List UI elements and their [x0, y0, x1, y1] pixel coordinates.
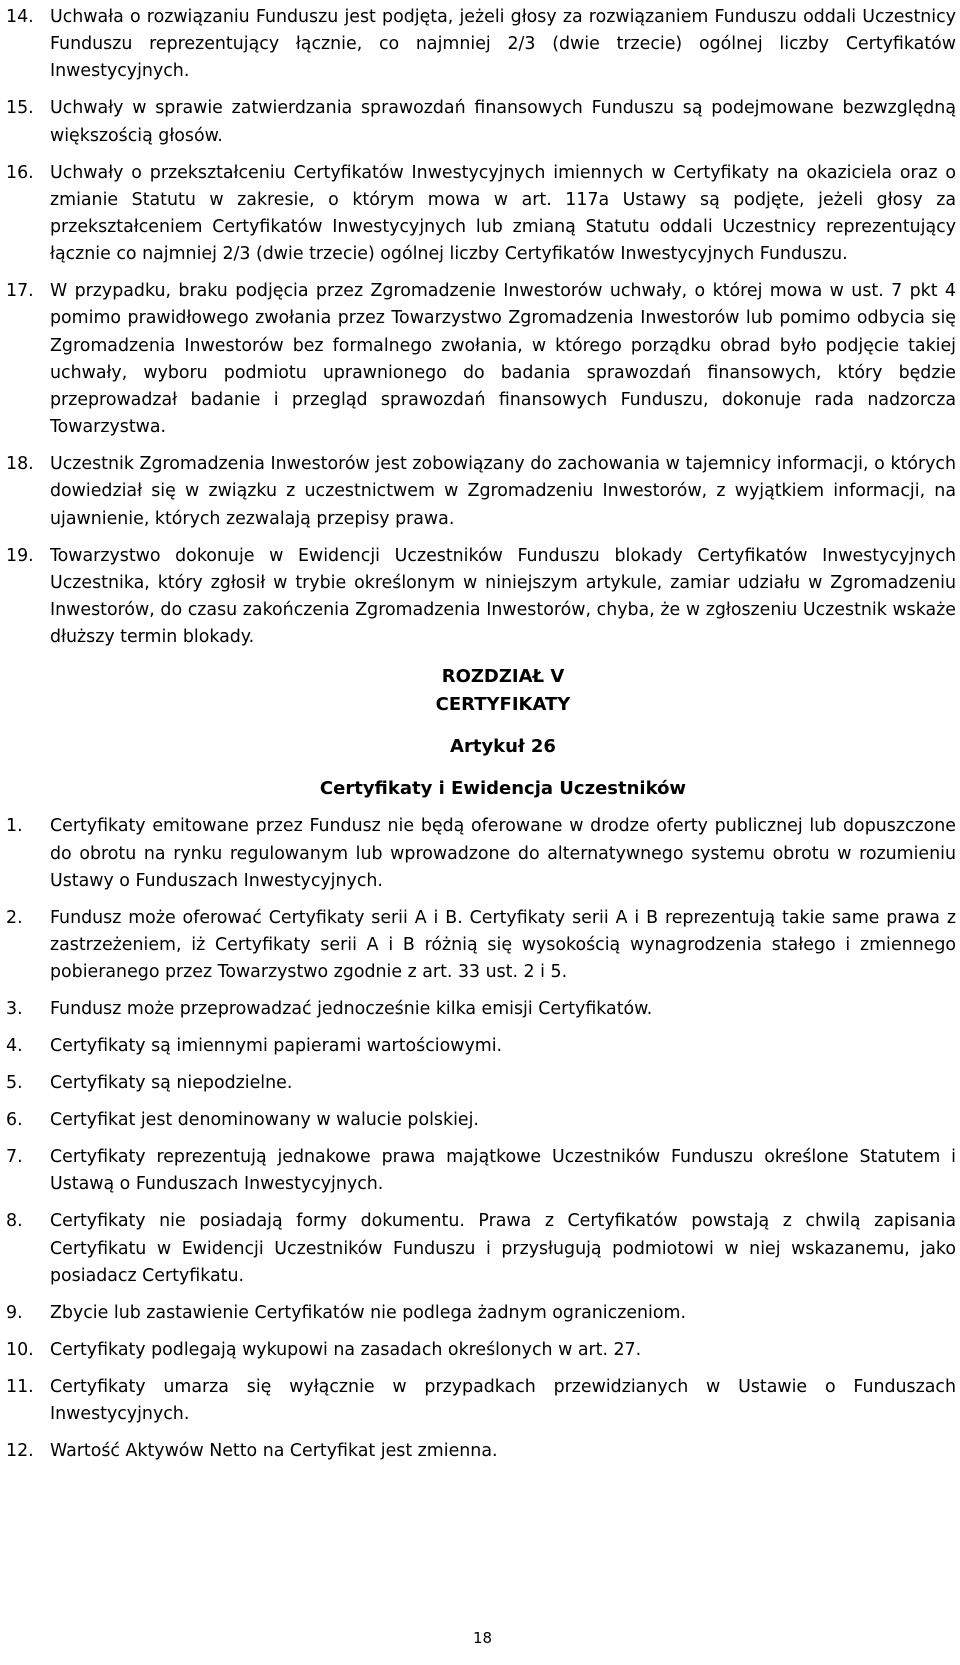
list-item [6, 1144, 956, 1198]
item-text: Certyfikaty podlegają wykupowi na zasadach określonych w art. 27. [50, 1339, 642, 1360]
item-text: Wartość Aktywów Netto na Certyfikat jest zmienna. [50, 1441, 498, 1462]
item-text: Fundusz może oferować Certyfikaty serii A i B. Certyfikaty serii A i B reprezentują takie same prawa z zastrzeżeniem, iż Certyfikaty serii A i B różnią się wysokością wynagrodzenia stałego i zmiennego pobieranego przez Towarzystwo zgodnie z art. 33 ust. 2 i 5. [50, 907, 956, 983]
list-item [6, 1107, 956, 1134]
chapter-title: ROZDZIAŁ V [441, 666, 565, 688]
item-number: 4. [6, 1036, 23, 1057]
list-item [6, 543, 956, 652]
item-number: 15. [6, 98, 34, 119]
item-number: 16. [6, 162, 34, 183]
list-item [6, 451, 956, 533]
item-number: 2. [6, 907, 23, 928]
list-item [6, 1300, 956, 1327]
item-number: 7. [6, 1147, 23, 1168]
item-text: Certyfikaty reprezentują jednakowe prawa majątkowe Uczestników Funduszu określone Statutem i Ustawą o Funduszach Inwestycyjnych. [50, 1147, 956, 1195]
item-text: Certyfikaty nie posiadają formy dokumentu. Prawa z Certyfikatów powstają z chwilą zapisania Certyfikatu w Ewidencji Uczestników Funduszu i przysługują podmiotowi w niej wskazanemu, jako posiadacz Certyfikatu. [50, 1211, 956, 1286]
item-text: Certyfikaty są imiennymi papierami wartościowymi. [50, 1036, 503, 1057]
list-item [6, 1438, 956, 1465]
item-number: 10. [6, 1339, 34, 1360]
item-text: Certyfikaty są niepodzielne. [50, 1073, 293, 1094]
list-item [6, 160, 956, 269]
page-footer [0, 1628, 960, 1648]
list-item [6, 1374, 956, 1428]
item-number: 5. [6, 1073, 23, 1094]
item-number: 17. [6, 281, 34, 302]
list-item [6, 1337, 956, 1364]
item-text: Fundusz może przeprowadzać jednocześnie kilka emisji Certyfikatów. [50, 999, 653, 1020]
list-item [6, 996, 956, 1023]
list-item [6, 95, 956, 149]
item-text: Certyfikaty umarza się wyłącznie w przypadkach przewidzianych w Ustawie o Funduszach Inwestycyjnych. [50, 1376, 956, 1425]
item-text: Uchwała o rozwiązaniu Funduszu jest podjęta, jeżeli głosy za rozwiązaniem Funduszu oddali Uczestnicy Funduszu reprezentujący łącznie, co najmniej 2/3 (dwie trzecie) ogólnej liczby Certyfikatów Inwestycyjnych. [50, 7, 956, 82]
list-item [6, 1070, 956, 1097]
item-number: 12. [6, 1441, 34, 1462]
item-number: 3. [6, 999, 23, 1020]
list-item [6, 813, 956, 895]
item-number: 1. [6, 816, 23, 837]
document-body [6, 4, 956, 1475]
item-number: 18. [6, 454, 34, 475]
list-item [6, 278, 956, 441]
item-number: 14. [6, 7, 34, 27]
item-text: Uczestnik Zgromadzenia Inwestorów jest zobowiązany do zachowania w tajemnicy informacji, o których dowiedział się w związku z uczestnictwem w Zgromadzeniu Inwestorów, z wyjątkiem informacji, na ujawnienie, których zezwalają przepisy prawa. [50, 454, 956, 529]
item-text: Certyfikat jest denominowany w walucie polskiej. [50, 1110, 479, 1131]
item-text: Uchwały w sprawie zatwierdzania sprawozdań finansowych Funduszu są podejmowane bezwzględną większością głosów. [50, 98, 956, 146]
page-number: 18 [472, 1629, 493, 1647]
item-number: 8. [6, 1211, 23, 1232]
item-number: 6. [6, 1110, 23, 1131]
article-title: Artykuł 26 [450, 736, 556, 758]
item-text: Towarzystwo dokonuje w Ewidencji Uczestników Funduszu blokady Certyfikatów Inwestycyjnych Uczestnika, który zgłosił w trybie określonym w niniejszym artykule, zamiar udziału w Zgromadzeniu Inwestorów, do czasu zakończenia Zgromadzenia Inwestorów, chyba, że w zgłoszeniu Uczestnik wskaże dłuższy termin blokady. [50, 545, 956, 648]
list-item [6, 1208, 956, 1290]
item-number: 11. [6, 1376, 34, 1397]
article-subtitle: Certyfikaty i Ewidencja Uczestników [319, 778, 687, 800]
list-item [6, 905, 956, 987]
item-text: W przypadku, braku podjęcia przez Zgromadzenie Inwestorów uchwały, o której mowa w ust. 7 pkt 4 pomimo prawidłowego zwołania przez Towarzystwo Zgromadzenia Inwestorów lub pomimo odbycia się Zgromadzenia Inwestorów bez formalnego zwołania, w którego porządku obrad było podjęcie takiej uchwały, wyboru podmiotu uprawnionego do badania sprawozdań finansowych, który będzie przeprowadzał badanie i przegląd sprawozdań finansowych Funduszu, dokonuje rada nadzorcza Towarzystwa. [50, 281, 956, 438]
item-number: 19. [6, 545, 34, 566]
item-number: 9. [6, 1302, 23, 1323]
list-item [6, 4, 956, 86]
list-item [6, 1033, 956, 1060]
item-text: Zbycie lub zastawienie Certyfikatów nie podlega żadnym ograniczeniom. [50, 1302, 686, 1323]
chapter-name: CERTYFIKATY [435, 694, 571, 716]
item-text: Uchwały o przekształceniu Certyfikatów Inwestycyjnych imiennych w Certyfikaty na okaziciela oraz o zmianie Statutu w zakresie, o którym mowa w art. 117a Ustawy są podjęte, jeżeli głosy za przekształceniem Certyfikatów Inwestycyjnych lub zmianą Statutu oddali Uczestnicy reprezentujący łącznie co najmniej 2/3 (dwie trzecie) ogólnej liczby Certyfikatów Inwestycyjnych Funduszu. [50, 162, 956, 265]
item-text: Certyfikaty emitowane przez Fundusz nie będą oferowane w drodze oferty publicznej lub dopuszczone do obrotu na rynku regulowanym lub wprowadzone do alternatywnego systemu obrotu w rozumieniu Ustawy o Funduszach Inwestycyjnych. [50, 816, 956, 891]
